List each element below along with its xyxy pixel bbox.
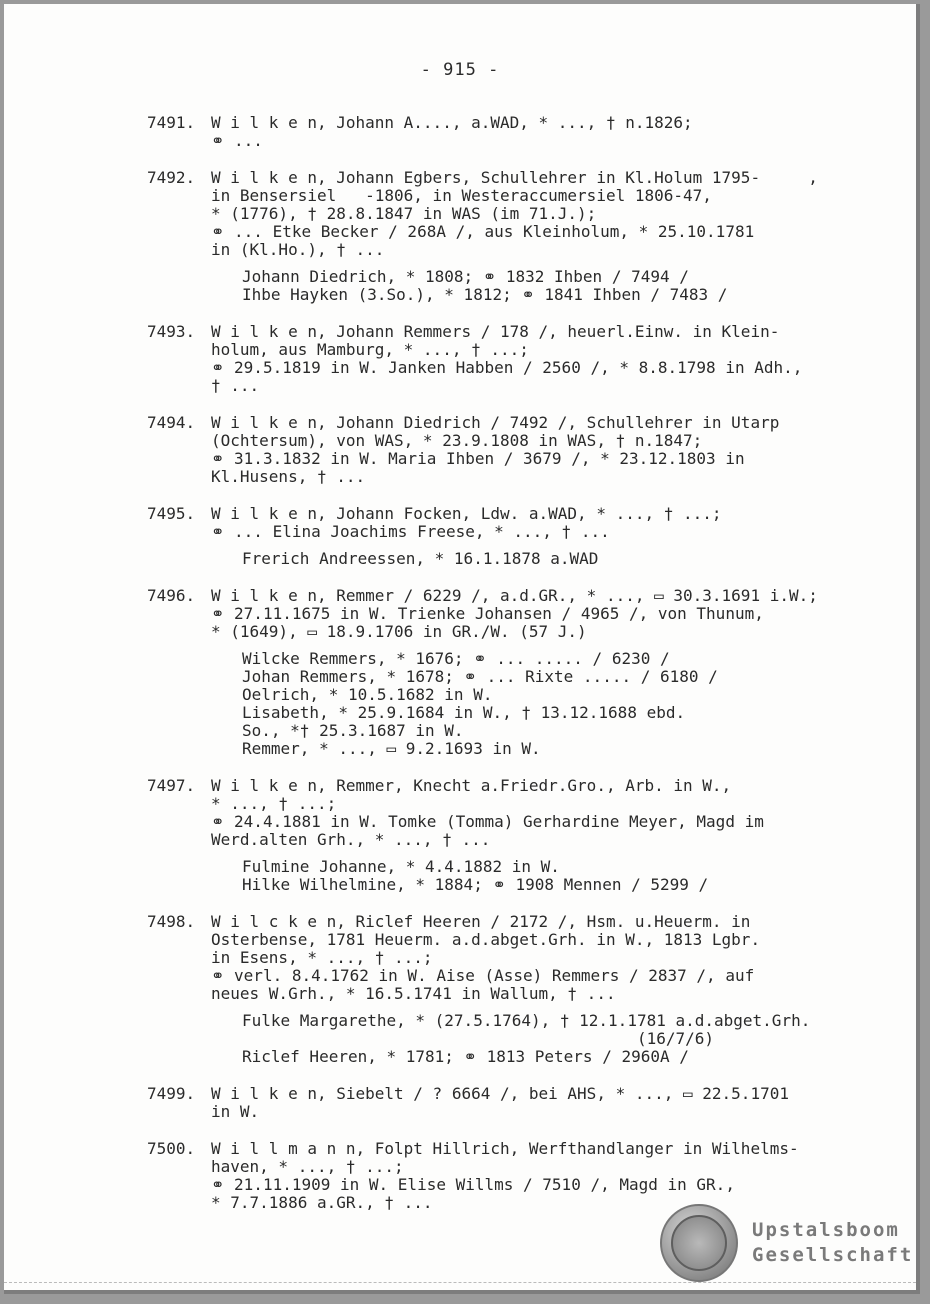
children-list (211, 268, 877, 304)
child-line: Frerich Andreessen, * 16.1.1878 a.WAD (242, 549, 599, 568)
entry-line: W i l k e n, Johann Egbers, Schullehrer in Kl.Holum 1795- , (211, 168, 818, 187)
entry-number: 7492. (147, 168, 196, 187)
entry-body (211, 323, 877, 395)
entry-line: ⚭ ... (211, 131, 263, 150)
entry-line: ⚭ 24.4.1881 in W. Tomke (Tomma) Gerhardine Meyer, Magd im (211, 812, 764, 831)
entry-line: Kl.Husens, † ... (211, 467, 366, 486)
entry-line: in W. (211, 1102, 260, 1121)
child-line: Remmer, * ..., ▭ 9.2.1693 in W. (242, 739, 541, 758)
entry-line: W i l l m a n n, Folpt Hillrich, Werfthandlanger in Wilhelms- (211, 1139, 799, 1158)
child-line: Ihbe Hayken (3.So.), * 1812; ⚭ 1841 Ihben / 7483 / (242, 285, 728, 304)
child-line: Johann Diedrich, * 1808; ⚭ 1832 Ihben / 7494 / (242, 267, 689, 286)
entry-line: ⚭ 29.5.1819 in W. Janken Habben / 2560 /, * 8.8.1798 in Adh., (211, 358, 803, 377)
entry (147, 323, 877, 395)
logo-line-1: Upstalsboom (752, 1219, 900, 1241)
bottom-rule (4, 1282, 916, 1283)
entry-line: * ..., † ...; (211, 794, 337, 813)
entry (147, 414, 877, 486)
logo-line-2: Gesellschaft (752, 1244, 914, 1266)
entry-body (211, 505, 877, 568)
children-list (211, 858, 877, 894)
entry-body (211, 114, 877, 150)
entry-line: in Esens, * ..., † ...; (211, 948, 433, 967)
child-line: Fulmine Johanne, * 4.4.1882 in W. (242, 857, 560, 876)
entry-line: ⚭ 27.11.1675 in W. Trienke Johansen / 4965 /, von Thunum, (211, 604, 764, 623)
entry-number: 7494. (147, 413, 196, 432)
page-number: - 915 - (420, 60, 500, 80)
child-line: Johan Remmers, * 1678; ⚭ ... Rixte ..... / 6180 / (242, 667, 718, 686)
entry-body (211, 1140, 877, 1212)
society-logo (660, 1204, 913, 1282)
child-line: Oelrich, * 10.5.1682 in W. (242, 685, 493, 704)
entry-number: 7496. (147, 586, 196, 605)
entry-line: W i l k e n, Johann Focken, Ldw. a.WAD, * ..., † ...; (211, 504, 722, 523)
entry-line: W i l k e n, Johann Remmers / 178 /, heuerl.Einw. in Klein- (211, 322, 780, 341)
entry-line: ⚭ verl. 8.4.1762 in W. Aise (Asse) Remmers / 2837 /, auf (211, 966, 755, 985)
document-page (4, 4, 920, 1294)
child-line: Fulke Margarethe, * (27.5.1764), † 12.1.1781 a.d.abget.Grh. (242, 1011, 811, 1030)
entry-number: 7491. (147, 113, 196, 132)
entry-line: (Ochtersum), von WAS, * 23.9.1808 in WAS, † n.1847; (211, 431, 703, 450)
entry-line: ⚭ ... Etke Becker / 268A /, aus Kleinholum, * 25.10.1781 (211, 222, 755, 241)
entry-body (211, 587, 877, 758)
entry-line: * (1649), ▭ 18.9.1706 in GR./W. (57 J.) (211, 622, 587, 641)
child-line: Lisabeth, * 25.9.1684 in W., † 13.12.1688 ebd. (242, 703, 686, 722)
children-list (211, 1012, 877, 1066)
entry-line: W i l k e n, Remmer, Knecht a.Friedr.Gro., Arb. in W., (211, 776, 732, 795)
entry-line: ⚭ 31.3.1832 in W. Maria Ihben / 3679 /, * 23.12.1803 in (211, 449, 745, 468)
entry-body (211, 1085, 877, 1121)
entry-number: 7495. (147, 504, 196, 523)
entry (147, 777, 877, 894)
child-line: So., *† 25.3.1687 in W. (242, 721, 464, 740)
entry-body (211, 777, 877, 894)
child-line: Wilcke Remmers, * 1676; ⚭ ... ..... / 6230 / (242, 649, 670, 668)
children-list (211, 650, 877, 758)
entry-line: W i l k e n, Siebelt / ? 6664 /, bei AHS, * ..., ▭ 22.5.1701 (211, 1084, 789, 1103)
entry (147, 587, 877, 758)
entry (147, 913, 877, 1066)
entry (147, 169, 877, 304)
entry-body (211, 169, 877, 304)
child-line: Hilke Wilhelmine, * 1884; ⚭ 1908 Mennen / 5299 / (242, 875, 709, 894)
entry-number: 7500. (147, 1139, 196, 1158)
entry-number: 7499. (147, 1084, 196, 1103)
children-list (211, 550, 877, 568)
entry-list (147, 114, 877, 1231)
child-line: (16/7/6) (242, 1029, 715, 1048)
entry-line: W i l c k e n, Riclef Heeren / 2172 /, Hsm. u.Heuerm. in (211, 912, 751, 931)
seal-icon (660, 1204, 738, 1282)
entry (147, 114, 877, 150)
entry (147, 1085, 877, 1121)
entry-line: haven, * ..., † ...; (211, 1157, 404, 1176)
entry-line: W i l k e n, Johann A...., a.WAD, * ..., † n.1826; (211, 113, 693, 132)
entry (147, 505, 877, 568)
entry-line: in Bensersiel -1806, in Westeraccumersiel 1806-47, (211, 186, 712, 205)
entry-line: in (Kl.Ho.), † ... (211, 240, 385, 259)
entry-line: holum, aus Mamburg, * ..., † ...; (211, 340, 529, 359)
entry-line: W i l k e n, Johann Diedrich / 7492 /, Schullehrer in Utarp (211, 413, 780, 432)
entry-body (211, 414, 877, 486)
child-line: Riclef Heeren, * 1781; ⚭ 1813 Peters / 2960A / (242, 1047, 689, 1066)
entry-line: W i l k e n, Remmer / 6229 /, a.d.GR., * ..., ▭ 30.3.1691 i.W.; (211, 586, 818, 605)
entry-line: Osterbense, 1781 Heuerm. a.d.abget.Grh. in W., 1813 Lgbr. (211, 930, 761, 949)
entry-line: ⚭ 21.11.1909 in W. Elise Willms / 7510 /, Magd in GR., (211, 1175, 735, 1194)
entry-line: * (1776), † 28.8.1847 in WAS (im 71.J.); (211, 204, 597, 223)
entry-line: * 7.7.1886 a.GR., † ... (211, 1193, 433, 1212)
entry-line: † ... (211, 376, 260, 395)
entry-line: neues W.Grh., * 16.5.1741 in Wallum, † ... (211, 984, 616, 1003)
entry-number: 7493. (147, 322, 196, 341)
entry-line: ⚭ ... Elina Joachims Freese, * ..., † ... (211, 522, 610, 541)
logo-text (752, 1218, 913, 1268)
entry-number: 7498. (147, 912, 196, 931)
entry (147, 1140, 877, 1212)
entry-line: Werd.alten Grh., * ..., † ... (211, 830, 491, 849)
entry-body (211, 913, 877, 1066)
entry-number: 7497. (147, 776, 196, 795)
